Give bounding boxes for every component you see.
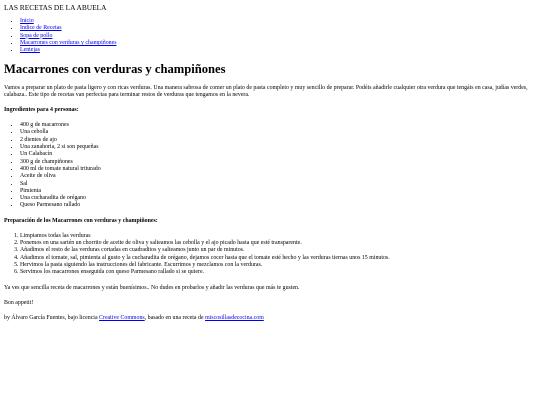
nav-item-inicio [20, 18, 536, 25]
preparation-heading: Preparación de los Macarrones con verduras y champiñones: [4, 217, 158, 224]
nav-item-indice [20, 25, 536, 32]
nav-link-sopa[interactable]: Sopa de pollo [20, 32, 53, 39]
intro-paragraph: Vamos a preparar un plato de pasta ligero y con ricas verduras. Una manera sabrosa de comer un plato de pasta completo y muy sencillo de preparar. Podéis añadirle cualquier otra verdura que tengáis en casa, judías verdes, calabaza.. Este tipo de recetas van perfectas para terminar restos de verduras que tengamos en la nevera. [4, 84, 528, 98]
nav-item-sopa [20, 33, 536, 40]
credit-prefix: by Álvaro García Fuentes, bajo licencia [4, 315, 100, 322]
page-title: Macarrones con verduras y champiñones [4, 61, 226, 76]
bon-appetit-text: Bon appetit! [4, 299, 34, 306]
nav-link-macarrones[interactable]: Macarrones con verduras y champiñones [20, 39, 117, 46]
license-link[interactable]: Creative Commons [99, 315, 145, 322]
list-item: • 400 ml de tomate natural triturado [20, 166, 536, 173]
list-item: • Pimienta [20, 188, 536, 195]
step-item: 2. Ponemos en una sartén un chorrito de aceite de oliva y salteamos las cebolla y el ajo picado hasta que esté transparente. [20, 240, 536, 247]
list-item: • 400 g de macarrones [20, 122, 536, 129]
step-item: 5. Hervimos la pasta siguiendo las instrucciones del fabricante. Escurrimos y mezclamos con la verduras. [20, 262, 536, 269]
list-item: • Queso Parmesano rallado [20, 202, 536, 209]
nav-link-lentejas[interactable]: Lentejas [20, 47, 40, 54]
nav-list [4, 18, 536, 54]
credit-line [4, 315, 536, 322]
list-item: • Una zanahoria, 2 si son pequeñas [20, 144, 536, 151]
step-item: 4. Añadimos el tomate, sal, pimienta al gusto y la cucharadita de orégano, dejamos cocer hasta que el tomate esté hecho y las verduras tiernas unos 15 minutos. [20, 255, 536, 262]
nav-link-indice[interactable]: Indice de Recetas [20, 25, 62, 32]
nav-item-lentejas [20, 47, 536, 54]
list-item: • Aceite de oliva [20, 173, 536, 180]
list-item: • Una cucharadita de orégano [20, 195, 536, 202]
ingredients-list [4, 122, 536, 210]
step-item: 3. Añadimos el resto de las verduras cortadas en cuadraditos y salteamos junto un par de minutos. [20, 247, 536, 254]
ingredients-heading: Ingredientes para 4 personas: [4, 106, 79, 113]
step-item: 1. Limpiamos todas las verduras [20, 233, 536, 240]
source-link[interactable]: miscosillasdecocina.com [205, 315, 264, 322]
list-item: • 300 g de champiñones [20, 159, 536, 166]
nav-item-macarrones [20, 40, 536, 47]
site-title: LAS RECETAS DE LA ABUELA [4, 3, 107, 12]
list-item: • 2 dientes de ajo [20, 137, 536, 144]
step-item: 6. Servimos los macarrones enseguida con queso Parmesano rallado si se quiere. [20, 269, 536, 276]
list-item: • Sal [20, 181, 536, 188]
steps-list [4, 233, 536, 277]
list-item: • Una cebolla [20, 129, 536, 136]
credit-middle: , basado en una receta de [144, 315, 206, 322]
list-item: • Un Calabacín [20, 151, 536, 158]
closing-paragraph: Ya ves que sencilla receta de macarrones y están buenísimos.. No dudes en probarlos y añadir las verduras que más te gusten. [4, 284, 300, 291]
nav-link-inicio[interactable]: Inicio [20, 18, 34, 25]
